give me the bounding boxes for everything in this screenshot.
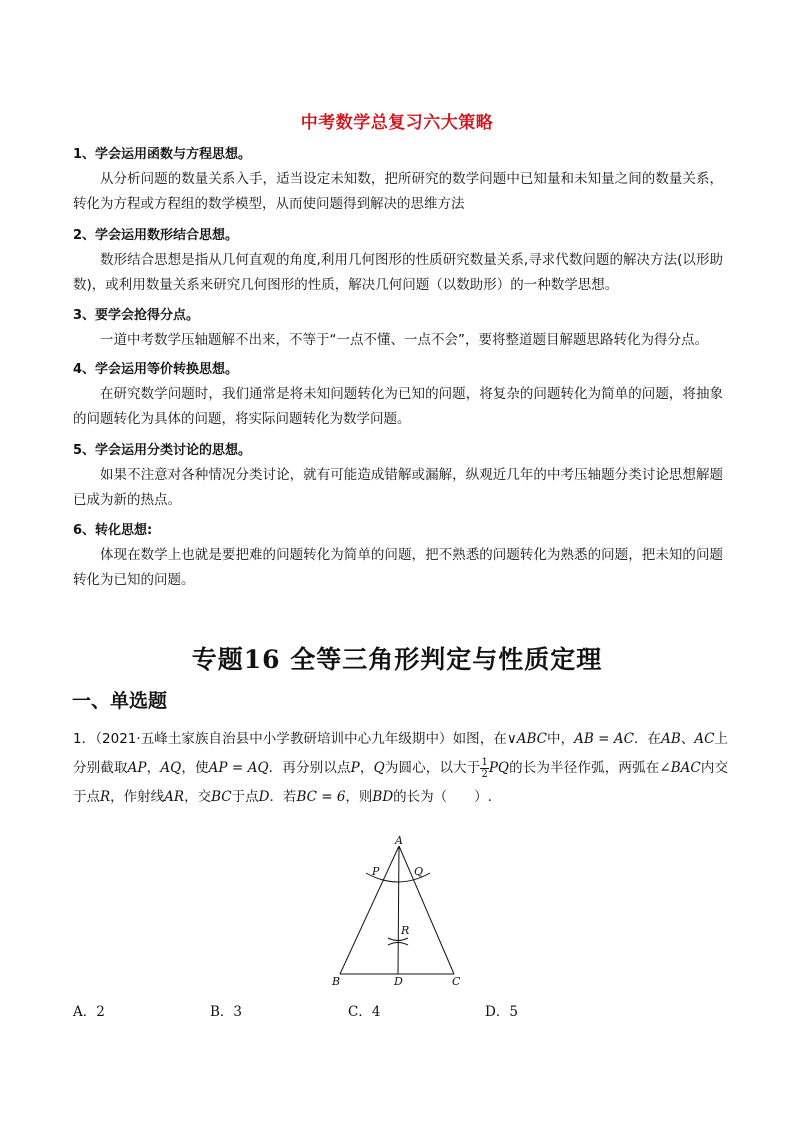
strategy-1-body: 从分析问题的数量关系入手，适当设定未知数，把所研究的数学问题中已知量和未知量之间的数量关系，转化为方程或方程组的数学模型，从而使问题得到解决的思维方法: [73, 171, 723, 212]
math-ab: AB: [661, 731, 681, 747]
strategy-5-body: 如果不注意对各种情况分类讨论，就有可能造成错解或漏解，纵观近几年的中考压轴题分类讨论思想解题已成为新的热点。: [73, 467, 723, 508]
option-a-value: 2: [96, 1004, 105, 1020]
question-text: ，: [146, 760, 161, 776]
math-pq: PQ: [488, 760, 509, 776]
label-d: D: [394, 975, 403, 988]
question-text: ，则: [345, 789, 373, 805]
math-ab-equals-ac: AB = AC: [574, 731, 634, 747]
question-text: 的长为（ ）.: [393, 789, 492, 805]
strategy-2-body: 数形结合思想是指从几何直观的角度,利用几何图形的性质研究数量关系,寻求代数问题的解决方法(以形助数)，或利用数量关系来研究几何图形的性质，解决几何问题（以数助形）的一种数学思想。: [73, 252, 723, 293]
math-triangle-abc: ∨ABC: [506, 731, 547, 747]
option-b-label: B．: [210, 1004, 234, 1020]
label-r: R: [401, 924, 410, 937]
question-text: 如图，在: [452, 731, 507, 747]
question-source: （2021·五峰土家族自治县中小学教研培训中心九年级期中）: [95, 731, 453, 747]
strategy-5-heading: 5、学会运用分类讨论的思想。: [73, 443, 252, 458]
option-d-label: D．: [485, 1004, 510, 1020]
fraction-numerator: 1: [481, 756, 488, 768]
option-a[interactable]: [73, 1000, 105, 1020]
strategy-6-heading: 6、转化思想:: [73, 523, 153, 538]
math-ap: AP: [127, 760, 147, 776]
label-b: B: [332, 975, 341, 988]
question-text: ．再分别以点: [268, 760, 351, 776]
question-text: ，交: [184, 789, 212, 805]
label-c: C: [452, 975, 461, 988]
question-text: ，使: [181, 760, 209, 776]
strategy-2-heading: 2、学会运用数形结合思想。: [73, 228, 239, 243]
math-angle-bac: ∠BAC: [659, 760, 701, 776]
math-ar: AR: [164, 789, 185, 805]
question-text: 内交于点: [73, 760, 729, 805]
math-bc-equals-6: BC = 6: [296, 789, 346, 805]
option-c-value: 4: [371, 1004, 381, 1020]
strategy-6-body: 体现在数学上也就是要把难的问题转化为简单的问题，把不熟悉的问题转化为熟悉的问题，把未知的问题转化为已知的问题。: [73, 547, 723, 588]
math-ap-equals-aq: AP = AQ: [208, 760, 269, 776]
question-text: ．在: [633, 731, 662, 747]
option-c[interactable]: [348, 1000, 380, 1020]
option-b-value: 3: [233, 1004, 243, 1020]
question-text: 、: [680, 731, 695, 747]
triangle-diagram: [318, 833, 478, 993]
math-d: D: [258, 789, 270, 805]
label-q: Q: [414, 865, 424, 878]
label-a: A: [395, 834, 403, 847]
strategy-3-heading: 3、要学会抢得分点。: [73, 308, 200, 323]
option-c-label: C．: [348, 1004, 372, 1020]
option-b[interactable]: [210, 1000, 242, 1020]
fraction-denominator: 2: [481, 768, 488, 780]
side-ab: [340, 846, 399, 974]
question-1: [73, 725, 728, 812]
math-bd: BD: [372, 789, 394, 805]
math-r: R: [100, 789, 111, 805]
option-d[interactable]: [485, 1000, 518, 1020]
option-a-label: A．: [73, 1004, 97, 1020]
question-text: 为圆心，以大于: [384, 760, 481, 776]
question-text: ，: [359, 760, 374, 776]
strategy-1-heading: 1、学会运用函数与方程思想。: [73, 147, 252, 162]
math-ac: AC: [694, 731, 715, 747]
question-text: 的长为半径作弧，两弧在: [508, 760, 660, 776]
fraction-one-half: [480, 757, 488, 780]
option-d-value: 5: [509, 1004, 518, 1020]
topic-title: 专题16 全等三角形判定与性质定理: [191, 645, 603, 674]
strategy-4-heading: 4、学会运用等价转换思想。: [73, 362, 239, 377]
strategy-4-body: 在研究数学问题时，我们通常是将未知问题转化为已知的问题，将复杂的问题转化为简单的问题，将抽象的问题转化为具体的问题，将实际问题转化为数学问题。: [73, 386, 723, 427]
label-p: P: [372, 865, 380, 878]
triangle-figure: [318, 833, 478, 993]
math-bc: BC: [211, 789, 232, 805]
strategy-3-body: 一道中考数学压轴题解不出来，不等于“一点不懂、一点不会”，要将整道题目解题思路转化为得分点。: [100, 332, 708, 348]
question-text: 于点: [231, 789, 259, 805]
math-q: Q: [373, 760, 385, 776]
strategy-title: 中考数学总复习六大策略: [300, 113, 494, 133]
question-text: 中，: [546, 731, 575, 747]
side-ac: [399, 846, 454, 974]
question-text: ，作射线: [110, 789, 165, 805]
question-number: 1．: [73, 731, 96, 747]
section-title: 一、单选题: [72, 690, 168, 712]
question-text: ．若: [269, 789, 297, 805]
math-p: P: [350, 760, 360, 776]
question-text: 上分别截取: [73, 731, 729, 776]
math-aq: AQ: [160, 760, 182, 776]
ray-ar: [398, 846, 399, 974]
